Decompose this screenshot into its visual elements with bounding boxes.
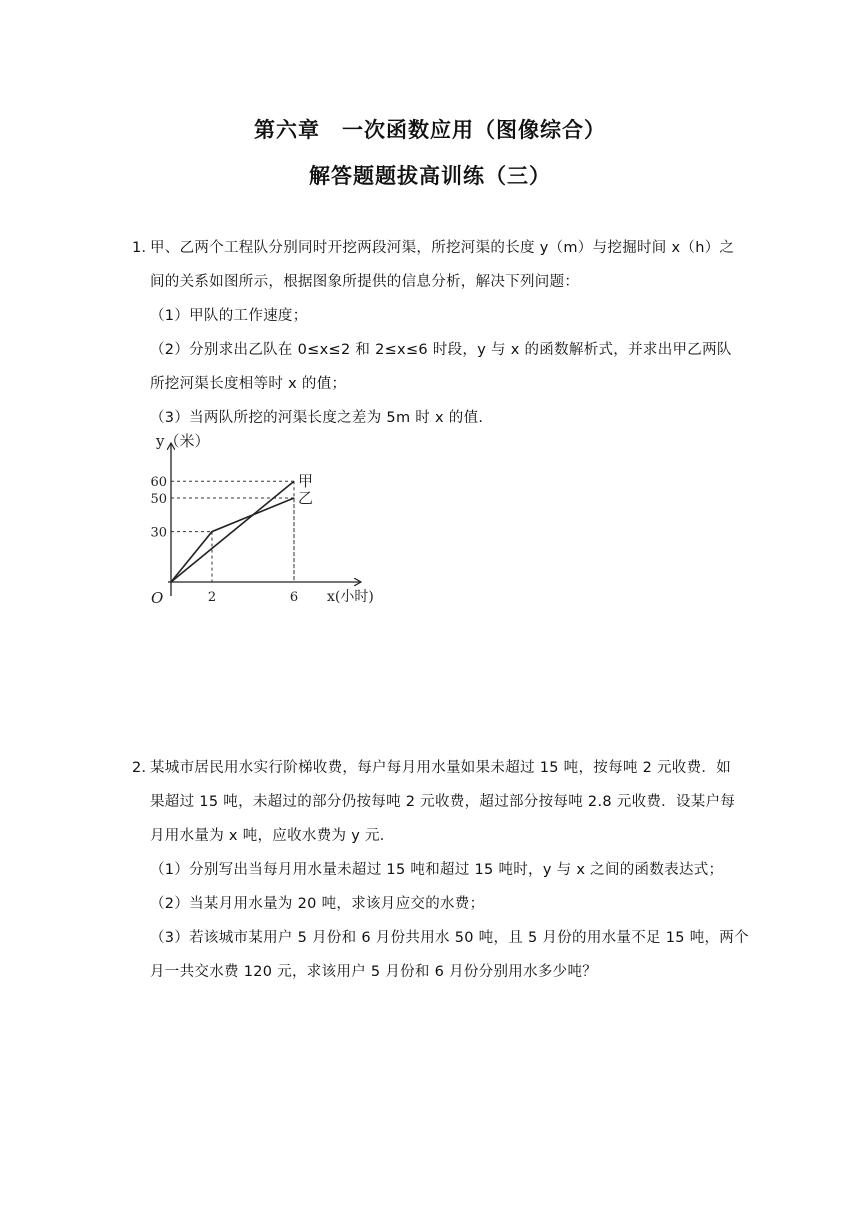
x-axis-label: x(小时) xyxy=(327,589,374,605)
page-subtitle: 解答题题拔高训练（三） xyxy=(309,164,551,188)
q1-part-3: （3）当两队所挖的河渠长度之差为 5m 时 x 的值. xyxy=(150,410,484,426)
page-title: 第六章 一次函数应用（图像综合） xyxy=(254,118,606,142)
y-tick-label-1: 50 xyxy=(150,492,167,507)
y-tick-label-2: 60 xyxy=(150,475,167,491)
q1-part-1: （1）甲队的工作速度； xyxy=(150,308,308,324)
q2-line-3: 月用水量为 x 吨，应收水费为 y 元． xyxy=(150,828,395,844)
q2-number: 2． xyxy=(132,760,157,776)
q1-number: 1． xyxy=(132,240,157,256)
q2-part-3-cont: 月一共交水费 120 元，求该用户 5 月份和 6 月份分别用水多少吨？ xyxy=(150,964,598,980)
series-line-1 xyxy=(171,498,294,582)
q1-line-1: 甲、乙两个工程队分别同时开挖两段河渠，所挖河渠的长度 y（m）与挖掘时间 x（h）之 xyxy=(150,240,735,256)
q1-chart xyxy=(140,426,400,616)
q1-line-2: 间的关系如图所示，根据图象所提供的信息分析，解决下列问题： xyxy=(150,274,580,290)
q2-part-3: （3）若该城市某用户 5 月份和 6 月份共用水 50 吨，且 5 月份的用水量不足 15 吨，两个 xyxy=(150,930,749,946)
q2-line-2: 果超过 15 吨，未超过的部分仍按每吨 2 元收费，超过部分按每吨 2.8 元收费．设某户每 xyxy=(150,794,736,810)
origin-label: O xyxy=(151,589,164,607)
q2-line-1: 某城市居民用水实行阶梯收费，每户每月用水量如果未超过 15 吨，按每吨 2 元收费．如 xyxy=(150,760,732,776)
q1-part-2-cont: 所挖河渠长度相等时 x 的值； xyxy=(150,376,347,392)
x-tick-label-0: 2 xyxy=(207,590,217,605)
x-tick-label-1: 6 xyxy=(289,590,299,605)
y-axis-label: y（米） xyxy=(156,432,210,450)
series-label-1: 乙 xyxy=(298,489,314,507)
q2-part-1: （1）分别写出当每月用水量未超过 15 吨和超过 15 吨时，y 与 x 之间的函数表达式； xyxy=(150,862,724,878)
q2-part-2: （2）当某月用水量为 20 吨，求该月应交的水费； xyxy=(150,896,485,912)
q1-part-2: （2）分别求出乙队在 0≤x≤2 和 2≤x≤6 时段，y 与 x 的函数解析式，并求出甲乙两队 xyxy=(150,342,732,358)
y-tick-label-0: 30 xyxy=(150,525,167,541)
series-label-0: 甲 xyxy=(298,472,314,491)
